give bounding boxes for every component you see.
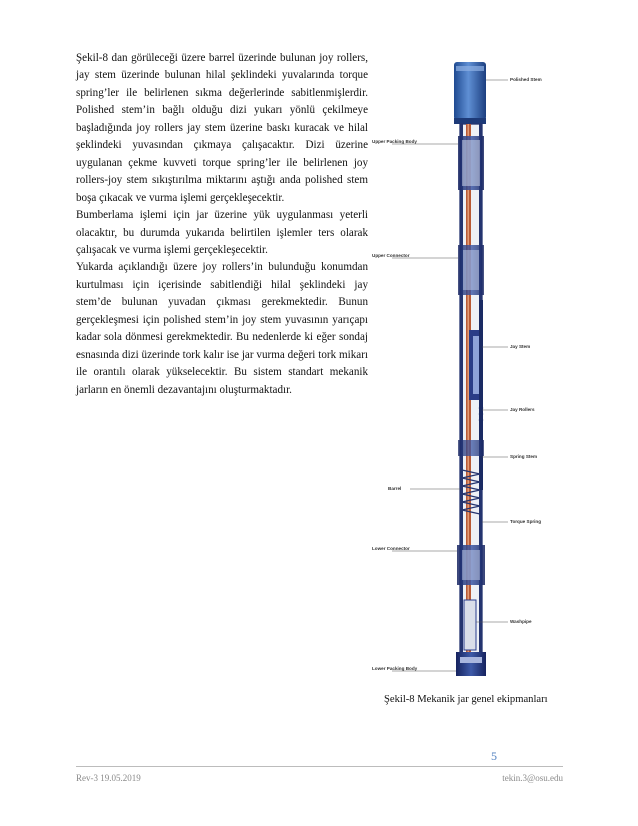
label-jay-rollers: Jay Rollers	[510, 407, 535, 412]
label-spring-stem: Spring Stem	[510, 454, 538, 459]
page-number: 5	[491, 749, 497, 763]
label-jay-stem: Jay Stem	[510, 344, 531, 349]
washpipe	[464, 600, 476, 650]
lower-packing-body	[456, 652, 486, 676]
paragraph: Yukarda açıklandığı üzere joy rollers’in bulunduğu konumdan kurtulması için içerisinde sabitlendiği hilal şeklindeki jay stem’de bulunan yuvadan çıkması gerekmektedir. Bunun gerçekleşmesi için polished stem’in joy stem yuvasının yarıçapı kadar sola dönmesi gerekmektedir. Bu nedenlerde ki eğer sondaj esnasında dizi üzerinde tork kalır ise jar vurma değeri tork mikarı ile orantılı olarak yükselecektir. Bu sistem standart mekanik jarların en önemli dezavantajını oluşturmaktadır.	[76, 261, 368, 396]
jar-cutaway-drawing	[370, 40, 580, 680]
label-polished-stem: Polished Stem	[510, 77, 542, 82]
label-lower-packing-body: Lower Packing Body	[372, 666, 418, 671]
footer-divider	[76, 766, 563, 767]
label-lower-connector: Lower Connector	[372, 546, 410, 551]
footer-revision-date: Rev-3 19.05.2019	[76, 773, 141, 783]
body-text	[76, 50, 368, 399]
label-upper-packing-body: Upper Packing Body	[372, 139, 417, 144]
paragraph: Bumberlama işlemi için jar üzerine yük uygulanması yeterli olacaktır, bu durumda yukarıda belirtilen işlemler ters olarak çalışacak ve vurma işlemi gerçekleşecektir.	[76, 209, 368, 256]
label-washpipe: Washpipe	[510, 619, 532, 624]
mechanical-jar-figure	[370, 40, 580, 680]
label-torque-spring: Torque Spring	[510, 519, 542, 524]
label-barrel: Barrel	[388, 486, 402, 491]
figure-caption: Şekil-8 Mekanik jar genel ekipmanları	[384, 694, 548, 705]
jay-roller	[479, 406, 483, 410]
label-upper-connector: Upper Connector	[372, 253, 410, 258]
paragraph: Şekil-8 dan görüleceği üzere barrel üzerinde bulunan joy rollers, jay stem üzerinde bulunan hilal şeklindeki yuvalarında torque spring’ler ile belirlenen sıkma değerlerinde sabitlenmişlerdir. Polished stem’in bağlı olduğu dizi yukarı yönlü çekilmeye başladığında joy rollers jay stem üzerine baskı kuracak ve hilal şeklindeki yuvasından çıkmaya çalışacaktır. Dizi üzerine uygulanan çekme kuvveti torque spring’ler ile belirlenen joy rollers-joy stem sıkıştırılma miktarını aştığı anda polished stem boşa çıkacak ve vurma işlemi gerçekleşecektir.	[76, 52, 368, 204]
spring-stem	[458, 440, 484, 456]
footer-email: tekin.3@osu.edu	[502, 773, 563, 783]
